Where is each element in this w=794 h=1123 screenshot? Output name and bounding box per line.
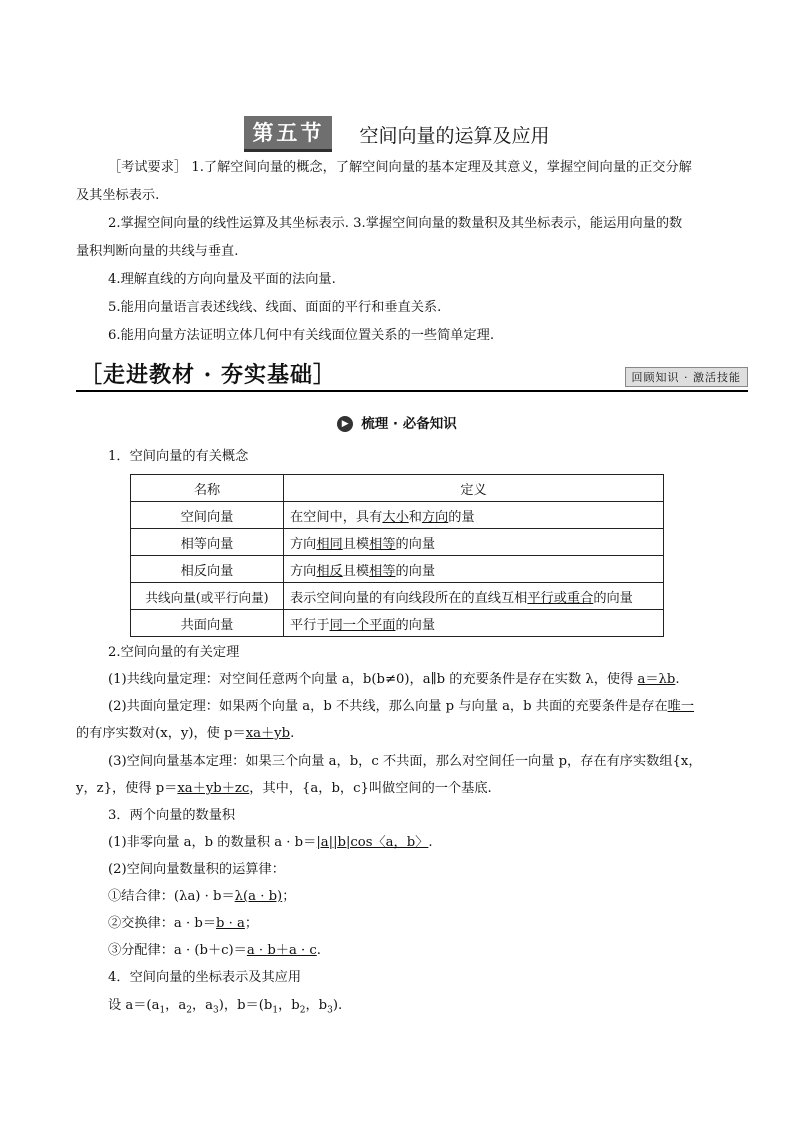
banner-tag: 回顾知识 · 激活技能 xyxy=(625,367,749,387)
table-cell-definition: 平行于同一个平面的向量 xyxy=(284,610,664,637)
law-commutative: ②交换律：a · b＝b · a； xyxy=(108,916,259,931)
banner-title: ［走进教材 · 夯实基础］ xyxy=(80,362,336,388)
s3-heading: 3．两个向量的数量积 xyxy=(108,808,236,823)
s2-heading: 2.空间向量的有关定理 xyxy=(108,645,240,660)
table-header-definition: 定义 xyxy=(284,475,664,502)
dot-product-def: (1)非零向量 a，b 的数量积 a · b＝|a||b|cos〈a，b〉. xyxy=(108,835,433,850)
requirement-line-1: ［考试要求］ 1.了解空间向量的概念，了解空间向量的基本定理及其意义，掌握空间向量的正交分解 xyxy=(108,160,692,175)
theorem-coplanar: (2)共面向量定理：如果两个向量 a，b 不共线，那么向量 p 与向量 a，b 共面的充要条件是存在唯一 xyxy=(108,699,695,714)
table-cell-name: 相反向量 xyxy=(131,556,284,583)
section-badge: 第五节 xyxy=(244,116,332,152)
table-cell-definition: 表示空间向量的有向线段所在的直线互相平行或重合的向量 xyxy=(284,583,664,610)
table-cell-name: 空间向量 xyxy=(131,502,284,529)
requirement-line-3: 4.理解直线的方向向量及平面的法向量. xyxy=(108,272,336,287)
table-cell-definition: 在空间中，具有大小和方向的量 xyxy=(284,502,664,529)
theorem-basis: (3)空间向量基本定理：如果三个向量 a，b，c 不共面，那么对空间任一向量 p，存在有序实数组{x， xyxy=(108,754,702,769)
requirement-line-4: 5.能用向量语言表述线线、线面、面面的平行和垂直关系. xyxy=(108,300,442,315)
table-cell-name: 共面向量 xyxy=(131,610,284,637)
knowledge-chip xyxy=(0,412,794,432)
table-header-row xyxy=(131,475,664,502)
table-row xyxy=(131,529,664,556)
theorem-coplanar-cont: 的有序实数对(x，y)，使 p＝xa＋yb. xyxy=(76,726,295,741)
table-row xyxy=(131,583,664,610)
dot-product-laws: (2)空间向量数量积的运算律： xyxy=(108,862,285,877)
table-cell-name: 共线向量(或平行向量) xyxy=(131,583,284,610)
section-title-text: 空间向量的运算及应用 xyxy=(359,124,550,147)
requirement-line-2: 2.掌握空间向量的线性运算及其坐标表示. 3.掌握空间向量的数量积及其坐标表示，能运用向量的数 xyxy=(108,216,683,231)
table-header-name: 名称 xyxy=(131,475,284,502)
table-cell-definition: 方向相反且模相等的向量 xyxy=(284,556,664,583)
s1-heading: 1．空间向量的有关概念 xyxy=(108,449,249,464)
chip-label: 梳理 · 必备知识 xyxy=(361,416,457,432)
play-icon: ▶ xyxy=(337,416,353,432)
coordinate-def: 设 $a=(a_1$，$a_2$，$a_3$)，$b=(b_1$，$b_2$，$b_3$). xyxy=(108,998,343,1016)
theorem-collinear: (1)共线向量定理：对空间任意两个向量 a，b(b≠0)，a∥b 的充要条件是存在实数 λ，使得 a＝λb. xyxy=(108,672,680,687)
s4-heading: 4．空间向量的坐标表示及其应用 xyxy=(108,970,302,985)
table-row xyxy=(131,556,664,583)
section-title xyxy=(0,116,794,152)
table-cell-name: 相等向量 xyxy=(131,529,284,556)
table-cell-definition: 方向相同且模相等的向量 xyxy=(284,529,664,556)
requirement-line-2b: 量积判断向量的共线与垂直. xyxy=(76,244,239,259)
requirement-line-5: 6.能用向量方法证明立体几何中有关线面位置关系的一些简单定理. xyxy=(108,328,495,343)
requirement-line-1b: 及其坐标表示. xyxy=(76,188,160,203)
law-associative: ①结合律：(λa) · b＝λ(a · b)； xyxy=(108,889,296,904)
law-distributive: ③分配律：a · (b＋c)＝a · b＋a · c. xyxy=(108,943,321,958)
table-row xyxy=(131,610,664,637)
concept-table xyxy=(130,474,664,637)
chapter-banner xyxy=(76,356,748,392)
theorem-basis-cont: y，z}，使得 p＝xa＋yb＋zc，其中，{a，b，c}叫做空间的一个基底. xyxy=(76,781,492,796)
table-row xyxy=(131,502,664,529)
